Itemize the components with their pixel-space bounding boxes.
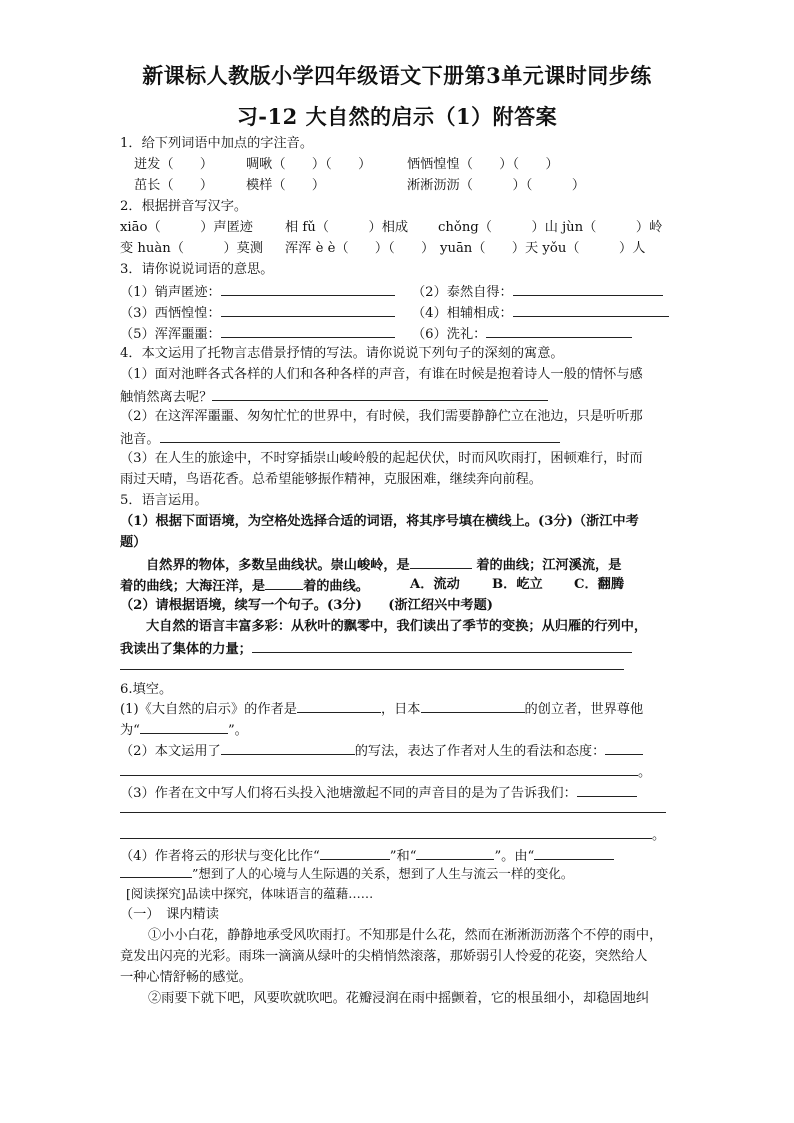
q4-sentence: 池音。 xyxy=(120,428,560,450)
q3-item: （1）销声匿迹： xyxy=(120,281,395,303)
answer-blank[interactable] xyxy=(410,554,472,569)
answer-line[interactable] xyxy=(120,800,666,813)
answer-blank[interactable] xyxy=(513,281,663,296)
answer-line[interactable] xyxy=(120,657,624,670)
answer-blank[interactable] xyxy=(320,845,390,860)
q2-item: 相 fǔ（ ）相成 xyxy=(285,220,409,235)
q3-item: （5）浑浑噩噩： xyxy=(120,323,395,345)
q4-heading: 4．本文运用了托物言志借景抒情的写法。请你说说下列句子的深刻的寓意。 xyxy=(120,346,564,361)
answer-blank[interactable] xyxy=(212,386,548,401)
q6-item: （3）作者在文中写人们将石头投入池塘激起不同的声音目的是为了告诉我们： xyxy=(120,782,637,804)
reading-paragraph: ②雨要下就下吧，风要吹就吹吧。花瓣浸润在雨中摇颤着，它的根虽细小，却稳固地纠 xyxy=(148,991,650,1006)
q5-heading: 5．语言运用。 xyxy=(120,493,208,508)
q6-heading: 6.填空。 xyxy=(120,682,173,697)
q2-item: chǒng（ ）山 jùn（ ）岭 xyxy=(438,220,663,235)
q3-heading: 3．请你说说词语的意思。 xyxy=(120,262,274,277)
q6-item: 为“ ”。 xyxy=(120,719,248,741)
q3-item: （4）相辅相成： xyxy=(412,302,669,324)
reading-section-title: （一） 课内精读 xyxy=(120,907,219,922)
answer-blank[interactable] xyxy=(221,302,395,317)
answer-blank[interactable] xyxy=(140,719,228,734)
q5-option: C．翻腾 xyxy=(574,577,625,592)
q6-item: 。 xyxy=(120,761,651,783)
q3-item: （2）泰然自得： xyxy=(412,281,663,303)
q5-prompt: （2）请根据语境，续写一个句子。(3分) (浙江绍兴中考题) xyxy=(120,598,493,613)
answer-blank[interactable] xyxy=(120,863,192,878)
q6-item: 。 xyxy=(120,824,665,846)
q3-item: （6）洗礼： xyxy=(412,323,632,345)
q6-item: ”想到了人的心境与人生际遇的关系，想到了人生与流云一样的变化。 xyxy=(120,863,573,884)
reading-intro: [阅读探究]品读中探究，体味语言的蕴藉…… xyxy=(126,886,374,901)
q2-heading: 2．根据拼音写汉字。 xyxy=(120,199,248,214)
q1-item: 迸发（ ） xyxy=(134,157,214,172)
answer-blank[interactable] xyxy=(416,845,494,860)
q5-prompt: 题） xyxy=(120,535,147,550)
q2-item: 变 huàn（ ）莫测 xyxy=(120,241,264,256)
answer-blank[interactable] xyxy=(577,782,637,797)
page-title-line2: 习-12 大自然的启示（1）附答案 xyxy=(236,104,558,129)
q4-sentence: （1）面对池畔各式各样的人们和各种各样的声音，有谁在时候是抱着诗人一般的情怀与感 xyxy=(120,367,643,382)
answer-blank[interactable] xyxy=(252,638,632,653)
answer-blank[interactable] xyxy=(486,323,632,338)
answer-blank[interactable] xyxy=(221,740,355,755)
q1-item: 模样（ ） xyxy=(246,178,326,193)
answer-blank[interactable] xyxy=(421,698,525,713)
q2-item: yuān（ ）天 yǒu（ ）人 xyxy=(440,241,646,256)
q3-item: （3）西恓惶惶： xyxy=(120,302,395,324)
q4-sentence: 触悄然离去呢？ xyxy=(120,386,548,408)
q4-sentence: （2）在这浑浑噩噩、匆匆忙忙的世界中，有时候，我们需要静静伫立在池边，只是听听那 xyxy=(120,409,643,424)
q5-prompt: （1）根据下面语境，为空格处选择合适的词语，将其序号填在横线上。(3分)（浙江中考 xyxy=(120,514,639,529)
answer-blank[interactable] xyxy=(221,281,395,296)
q1-heading: 1．给下列词语中加点的字注音。 xyxy=(120,136,314,151)
answer-blank[interactable] xyxy=(513,302,669,317)
q5-context: 自然界的物体，多数呈曲线状。崇山峻岭，是 着的曲线；江河溪流，是 xyxy=(146,554,621,576)
q5-option: B．屹立 xyxy=(492,577,543,592)
reading-paragraph: 一种心情舒畅的感觉。 xyxy=(120,970,252,985)
answer-blank[interactable] xyxy=(534,845,614,860)
answer-blank[interactable] xyxy=(120,761,638,776)
q1-item: 淅淅沥沥（ ）（ ） xyxy=(407,178,586,193)
q1-item: 恓恓惶惶（ ）（ ） xyxy=(407,157,559,172)
answer-blank[interactable] xyxy=(221,323,395,338)
reading-paragraph: ①小小白花，静静地承受风吹雨打。不知那是什么花，然而在淅淅沥沥落个不停的雨中， xyxy=(148,928,663,943)
q6-item: (1)《大自然的启示》的作者是 ，日本 的创立者，世界尊他 xyxy=(120,698,643,720)
answer-blank[interactable] xyxy=(297,698,381,713)
answer-blank[interactable] xyxy=(120,824,652,839)
answer-blank[interactable] xyxy=(605,740,643,755)
q1-item: 茁长（ ） xyxy=(134,178,214,193)
q4-sentence: 雨过天晴，鸟语花香。总希望能够振作精神，克服困难，继续奔向前程。 xyxy=(120,472,542,487)
q2-item: xiāo（ ）声匿迹 xyxy=(120,220,253,235)
q5-option: A．流动 xyxy=(410,577,460,592)
q5-context: 着的曲线；大海汪洋，是 着的曲线。 xyxy=(120,575,369,597)
q2-item: 浑浑 è è（ ）（ ） xyxy=(285,241,435,256)
page-title-line1: 新课标人教版小学四年级语文下册第3单元课时同步练 xyxy=(142,63,652,88)
q6-item: （4）作者将云的形状与变化比作“ ”和“ ”。由“ xyxy=(120,845,614,867)
q1-item: 啁啾（ ）（ ） xyxy=(246,157,372,172)
q4-sentence: （3）在人生的旅途中，不时穿插崇山峻岭般的起起伏伏，时而风吹雨打，困顿难行，时而 xyxy=(120,451,643,466)
q6-item: （2）本文运用了 的写法，表达了作者对人生的看法和态度： xyxy=(120,740,643,762)
answer-blank[interactable] xyxy=(160,428,560,443)
q5-context: 大自然的语言丰富多彩：从秋叶的飘零中，我们读出了季节的变换；从归雁的行列中， xyxy=(146,619,648,634)
q5-context: 我读出了集体的力量； xyxy=(120,638,632,660)
answer-blank[interactable] xyxy=(265,575,303,590)
reading-paragraph: 竟发出闪亮的光彩。雨珠一滴滴从绿叶的尖梢悄然滚落，那娇弱引人怜爱的花姿，突然给人 xyxy=(120,949,648,964)
